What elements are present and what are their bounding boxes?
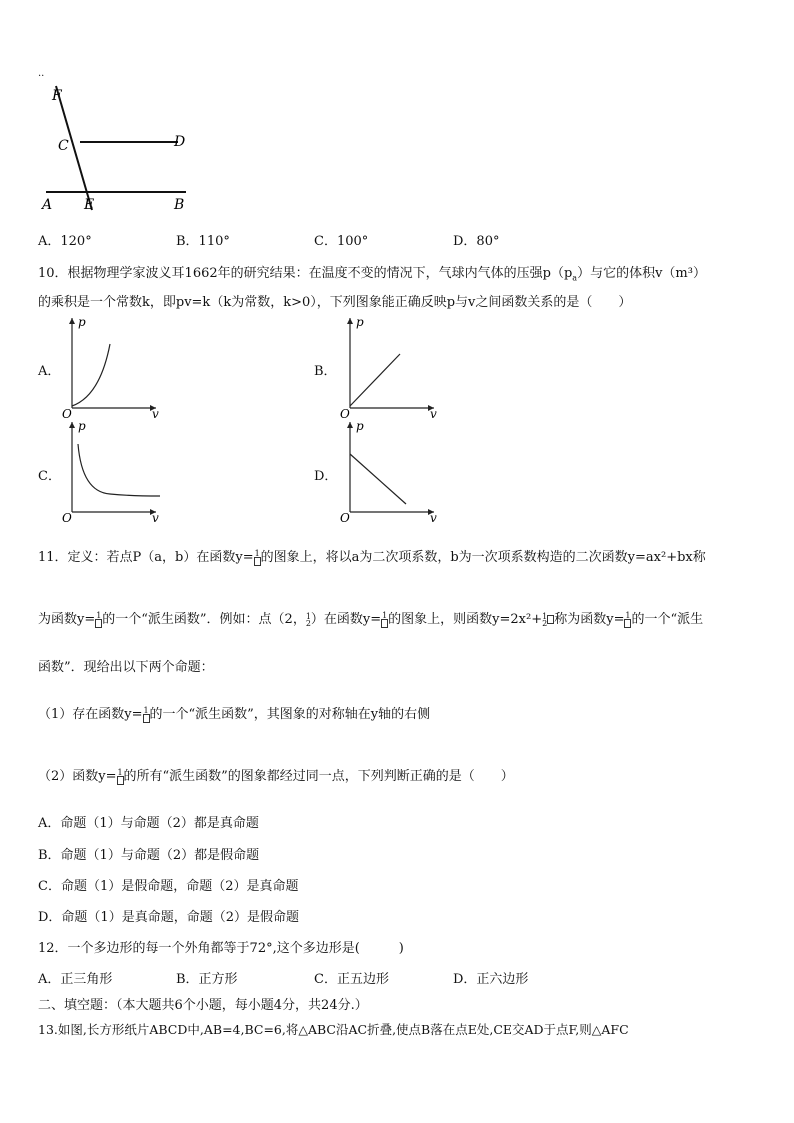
origin-c: O: [62, 511, 72, 522]
q12-option-d: D．正六边形: [453, 972, 529, 987]
q11-p2a: （2）函数y=: [38, 769, 117, 784]
curve-a: [72, 344, 110, 406]
q11-option-b: B．命题（1）与命题（2）都是假命题: [38, 848, 260, 863]
q12-option-b: B．正方形: [176, 972, 238, 987]
frac-num: 1: [625, 610, 631, 620]
line-d: [350, 454, 406, 504]
q11-l2f: 的一个“派生: [631, 612, 704, 627]
top-mark: ..: [38, 68, 45, 79]
q11-proposition-2: [38, 765, 514, 785]
q10-option-d: D．: [314, 469, 338, 484]
q12-stem: 12．一个多边形的每一个外角都等于72°,这个多边形是( ): [38, 941, 404, 956]
axis-v-b: v: [430, 407, 437, 418]
label-f: F: [52, 88, 62, 104]
label-b: B: [174, 197, 185, 213]
geometry-figure: [36, 78, 196, 228]
label-a: A: [42, 197, 53, 213]
q11-line3: 函数”．现给出以下两个命题：: [38, 660, 214, 675]
q11-l2a: 为函数y=: [38, 612, 96, 627]
axis-p-b: p: [356, 315, 364, 329]
axis-v-a: v: [152, 407, 159, 418]
label-c: C: [58, 138, 69, 154]
curve-c: [78, 444, 160, 496]
frac-box: [117, 776, 124, 785]
q11-l2c: ）在函数y=: [310, 612, 382, 627]
q10-line1-tail: ）与它的体积v（m³）: [577, 266, 706, 281]
q11-l1a: 11．定义：若点P（a，b）在函数y=: [38, 550, 254, 565]
q11-p2b: 的所有“派生函数”的图象都经过同一点，下列判断正确的是（ ）: [123, 769, 514, 784]
q9-option-b: B．110°: [176, 234, 230, 249]
graph-a: [60, 314, 160, 418]
frac-num: 1: [254, 548, 260, 558]
q11-p1b: 的一个“派生函数”，其图象的对称轴在y轴的右侧: [149, 707, 431, 722]
q11-l2d: 的图象上，则函数y=2x²+: [388, 612, 543, 627]
section-heading: 二、填空题：（本大题共6个小题，每小题4分，共24分.）: [38, 998, 368, 1013]
q11-line2: [38, 608, 703, 628]
frac-box: [143, 714, 150, 723]
frac-den: 2: [542, 618, 548, 628]
q12-option-a: A．正三角形: [38, 972, 113, 987]
q11-p1a: （1）存在函数y=: [38, 707, 143, 722]
axis-v-c: v: [152, 511, 159, 522]
q11-proposition-1: [38, 703, 430, 723]
frac-den: 2: [305, 618, 311, 628]
fraction-1-over-x: [254, 550, 261, 566]
axis-p-d: p: [356, 419, 364, 433]
label-d: D: [174, 134, 186, 150]
frac-num: 1: [117, 767, 123, 777]
frac-num: 1: [305, 611, 311, 621]
q11-option-d: D．命题（1）是真命题，命题（2）是假命题: [38, 910, 299, 925]
graph-b: [338, 314, 438, 418]
q9-option-a: A．120°: [38, 234, 92, 249]
origin-a: O: [62, 407, 72, 418]
q11-l2b: 的一个“派生函数”．例如：点（2，: [102, 612, 306, 627]
q9-option-c: C．100°: [314, 234, 369, 249]
frac-num: 1: [542, 611, 548, 621]
q10-option-c: C．: [38, 469, 61, 484]
origin-d: O: [340, 511, 350, 522]
graph-d: [338, 418, 438, 522]
axis-p-c: p: [78, 419, 86, 433]
q11-l2e: 称为函数y=: [554, 612, 625, 627]
fraction-1-over-x: [143, 707, 150, 723]
q10-line2: 的乘积是一个常数k，即pv=k（k为常数，k>0），下列图象能正确反映p与v之间函数关系的是（ ）: [38, 295, 632, 310]
graph-c: [60, 418, 160, 522]
fraction-1-over-x: [117, 769, 124, 785]
frac-num: 1: [143, 705, 149, 715]
q9-option-d: D．80°: [453, 234, 500, 249]
q10-line1-text: 10．根据物理学家波义耳1662年的研究结果：在温度不变的情况下，气球内气体的压强p（p: [38, 266, 573, 281]
axis-p-a: p: [78, 315, 86, 329]
origin-b: O: [340, 407, 350, 418]
q11-option-c: C．命题（1）是假命题，命题（2）是真命题: [38, 879, 299, 894]
q12-option-c: C．正五边形: [314, 972, 389, 987]
axis-v-d: v: [430, 511, 437, 522]
q13-stem: 13.如图,长方形纸片ABCD中,AB=4,BC=6,将△ABC沿AC折叠,使点B落在点E处,CE交AD于点F,则△AFC: [38, 1022, 629, 1037]
line-b: [350, 354, 400, 406]
label-e: E: [84, 197, 95, 213]
q11-line1: [38, 546, 706, 566]
q11-l1b: 的图象上，将以a为二次项系数，b为一次项系数构造的二次函数y=ax²+bx称: [260, 550, 706, 565]
q11-option-a: A．命题（1）与命题（2）都是真命题: [38, 816, 259, 831]
frac-num: 1: [96, 610, 102, 620]
q10-option-a: A．: [38, 364, 61, 379]
q10-option-b: B．: [314, 364, 337, 379]
q10-line1-sub: a: [572, 273, 578, 283]
frac-num: 1: [382, 610, 388, 620]
q10-line1: [38, 262, 706, 283]
frac-box: [254, 557, 261, 566]
